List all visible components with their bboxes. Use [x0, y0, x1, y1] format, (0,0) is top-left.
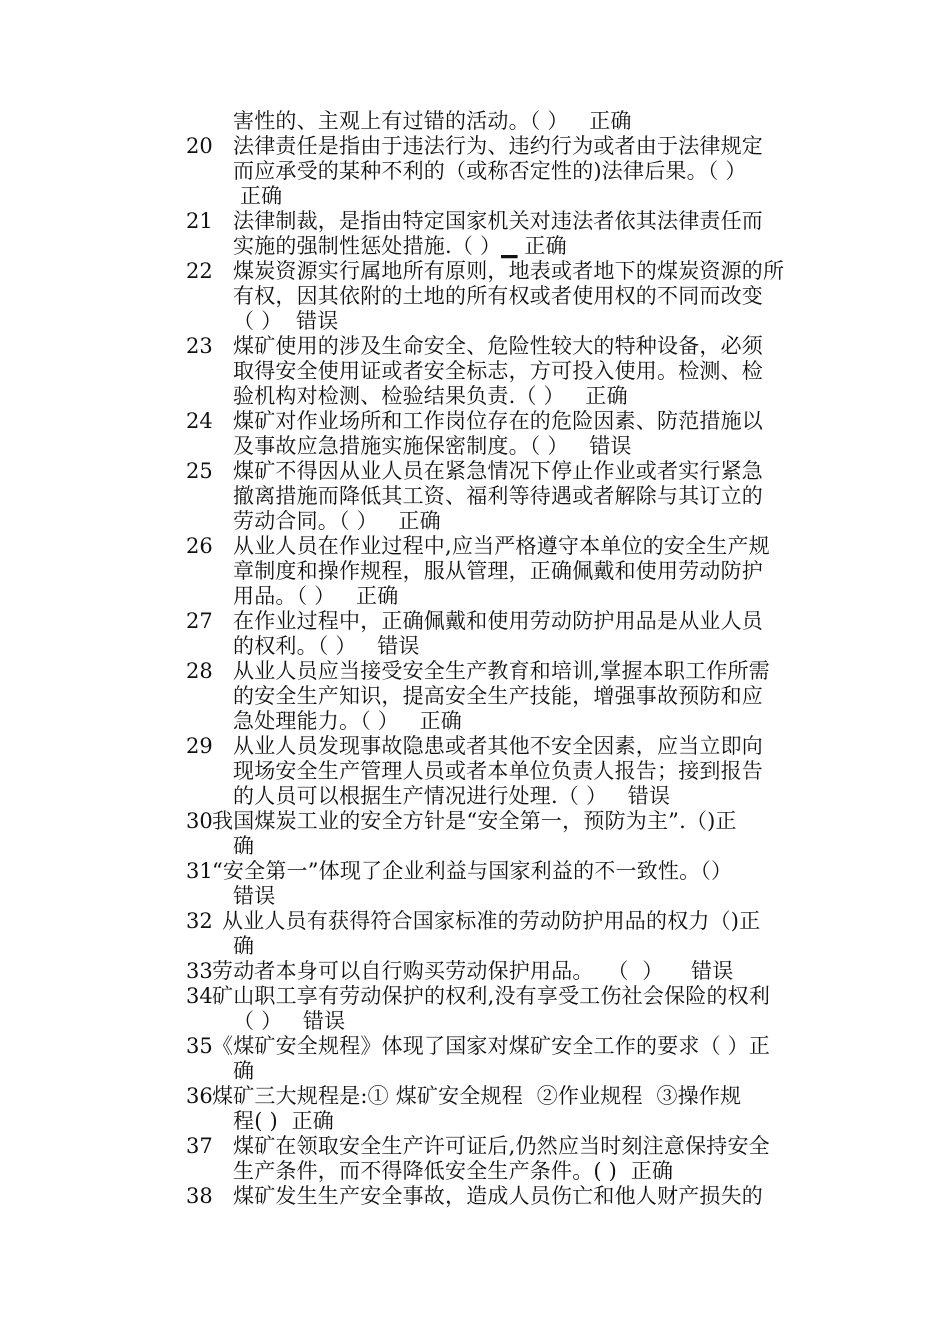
item-text: 从业人员在作业过程中,应当严格遵守本单位的安全生产规: [233, 534, 770, 558]
item-text-continued: （ ） 错误: [233, 1009, 346, 1033]
item-text: 煤矿使用的涉及生命安全、危险性较大的特种设备，必须: [233, 334, 763, 358]
item-text: 《煤矿安全规程》体现了国家对煤矿安全工作的要求（ ）正: [212, 1034, 771, 1058]
item-text: 从业人员发现事故隐患或者其他不安全因素，应当立即向: [233, 734, 763, 758]
item-text: 煤矿不得因从业人员在紧急情况下停止作业或者实行紧急: [233, 459, 763, 483]
item-text: 煤炭资源实行属地所有原则，地表或者地下的煤炭资源的所: [233, 259, 785, 283]
item-text: 煤矿对作业场所和工作岗位存在的危险因素、防范措施以: [233, 409, 763, 433]
item-number: 24: [186, 409, 213, 433]
item-text: 煤矿三大规程是:① 煤矿安全规程 ②作业规程 ③操作规: [212, 1084, 742, 1108]
item-text-continued: 现场安全生产管理人员或者本单位负责人报告；接到报告: [233, 759, 763, 783]
item-number: 34: [186, 984, 213, 1008]
item-text: 我国煤炭工业的安全方针是“安全第一，预防为主”.（)正: [212, 809, 737, 833]
item-text-continued: 用品。（ ） 正确: [233, 584, 399, 608]
item-text-continued: 正确: [233, 184, 283, 208]
item-text: 煤矿发生生产安全事故，造成人员伤亡和他人财产损失的: [233, 1184, 763, 1208]
item-text-continued: 章制度和操作规程，服从管理，正确佩戴和使用劳动防护: [233, 559, 763, 583]
item-text-continued: 的权利。（ ） 错误: [233, 634, 420, 658]
item-number: 37: [186, 1134, 213, 1158]
item-number: 23: [186, 334, 213, 358]
item-text-continued: 确: [233, 934, 255, 958]
item-text-continued: 确: [233, 1059, 255, 1083]
item-text-continued: 的人员可以根据生产情况进行处理.（ ） 错误: [233, 784, 671, 808]
item-number: 38: [186, 1184, 213, 1208]
item-text: 从业人员应当接受安全生产教育和培训,掌握本职工作所需: [233, 659, 770, 683]
item-number: 29: [186, 734, 213, 758]
item-text-continued: 程( ) 正确: [233, 1109, 335, 1133]
item-number: 30: [186, 809, 213, 833]
item-number: 21: [186, 209, 213, 233]
item-text: 在作业过程中，正确佩戴和使用劳动防护用品是从业人员: [233, 609, 763, 633]
item-text-continued: 验机构对检测、检验结果负责.（ ） 正确: [233, 384, 628, 408]
item-text-continued: 生产条件，而不得降低安全生产条件。( ) 正确: [233, 1159, 674, 1183]
item-text-continued: 撤离措施而降低其工资、福利等待遇或者解除与其订立的: [233, 484, 763, 508]
item-text: 劳动者本身可以自行购买劳动保护用品。 （ ） 错误: [212, 959, 734, 983]
item-number: 22: [186, 259, 213, 283]
item-text-continued: 的安全生产知识，提高安全生产技能，增强事故预防和应: [233, 684, 763, 708]
item-number: 25: [186, 459, 213, 483]
item-text-continued: 及事故应急措施实施保密制度。（ ） 错误: [233, 434, 632, 458]
item-text-continued: 急处理能力。（ ） 正确: [233, 709, 463, 733]
item-number: 31: [186, 859, 213, 883]
item-text-continued: 劳动合同。（ ） 正确: [233, 509, 441, 533]
item-text-continued: 错误: [233, 884, 276, 908]
item-number: 26: [186, 534, 213, 558]
item-text: 法律责任是指由于违法行为、违约行为或者由于法律规定: [233, 134, 763, 158]
item-text-continued: 确: [233, 834, 255, 858]
item-text-continued: 实施的强制性惩处措施.（ ）▁ 正确: [233, 234, 567, 258]
item-text: 法律制裁，是指由特定国家机关对违法者依其法律责任而: [233, 209, 763, 233]
item-number: 33: [186, 959, 213, 983]
item-text-continued: 有权，因其依附的土地的所有权或者使用权的不同而改变: [233, 284, 763, 308]
item-number: 35: [186, 1034, 213, 1058]
item-text: “安全第一”体现了企业利益与国家利益的不一致性。（）: [212, 859, 733, 883]
item-number: 32: [186, 909, 213, 933]
item-number: 28: [186, 659, 213, 683]
item-number: 20: [186, 134, 213, 158]
item-text-continued: 而应承受的某种不利的（或称否定性的)法律后果。（ ）: [233, 159, 747, 183]
item-number: 27: [186, 609, 213, 633]
item-text: 害性的、主观上有过错的活动。（ ） 正确: [233, 109, 632, 133]
item-text: 矿山职工享有劳动保护的权利,没有享受工伤社会保险的权利: [212, 984, 771, 1008]
item-text-continued: （ ） 错误: [233, 309, 339, 333]
item-text-continued: 取得安全使用证或者安全标志，方可投入使用。检测、检: [233, 359, 763, 383]
item-text: 煤矿在领取安全生产许可证后,仍然应当时刻注意保持安全: [233, 1134, 770, 1158]
item-number: 36: [186, 1084, 213, 1108]
item-text: 从业人员有获得符合国家标准的劳动防护用品的权力（)正: [222, 909, 761, 933]
